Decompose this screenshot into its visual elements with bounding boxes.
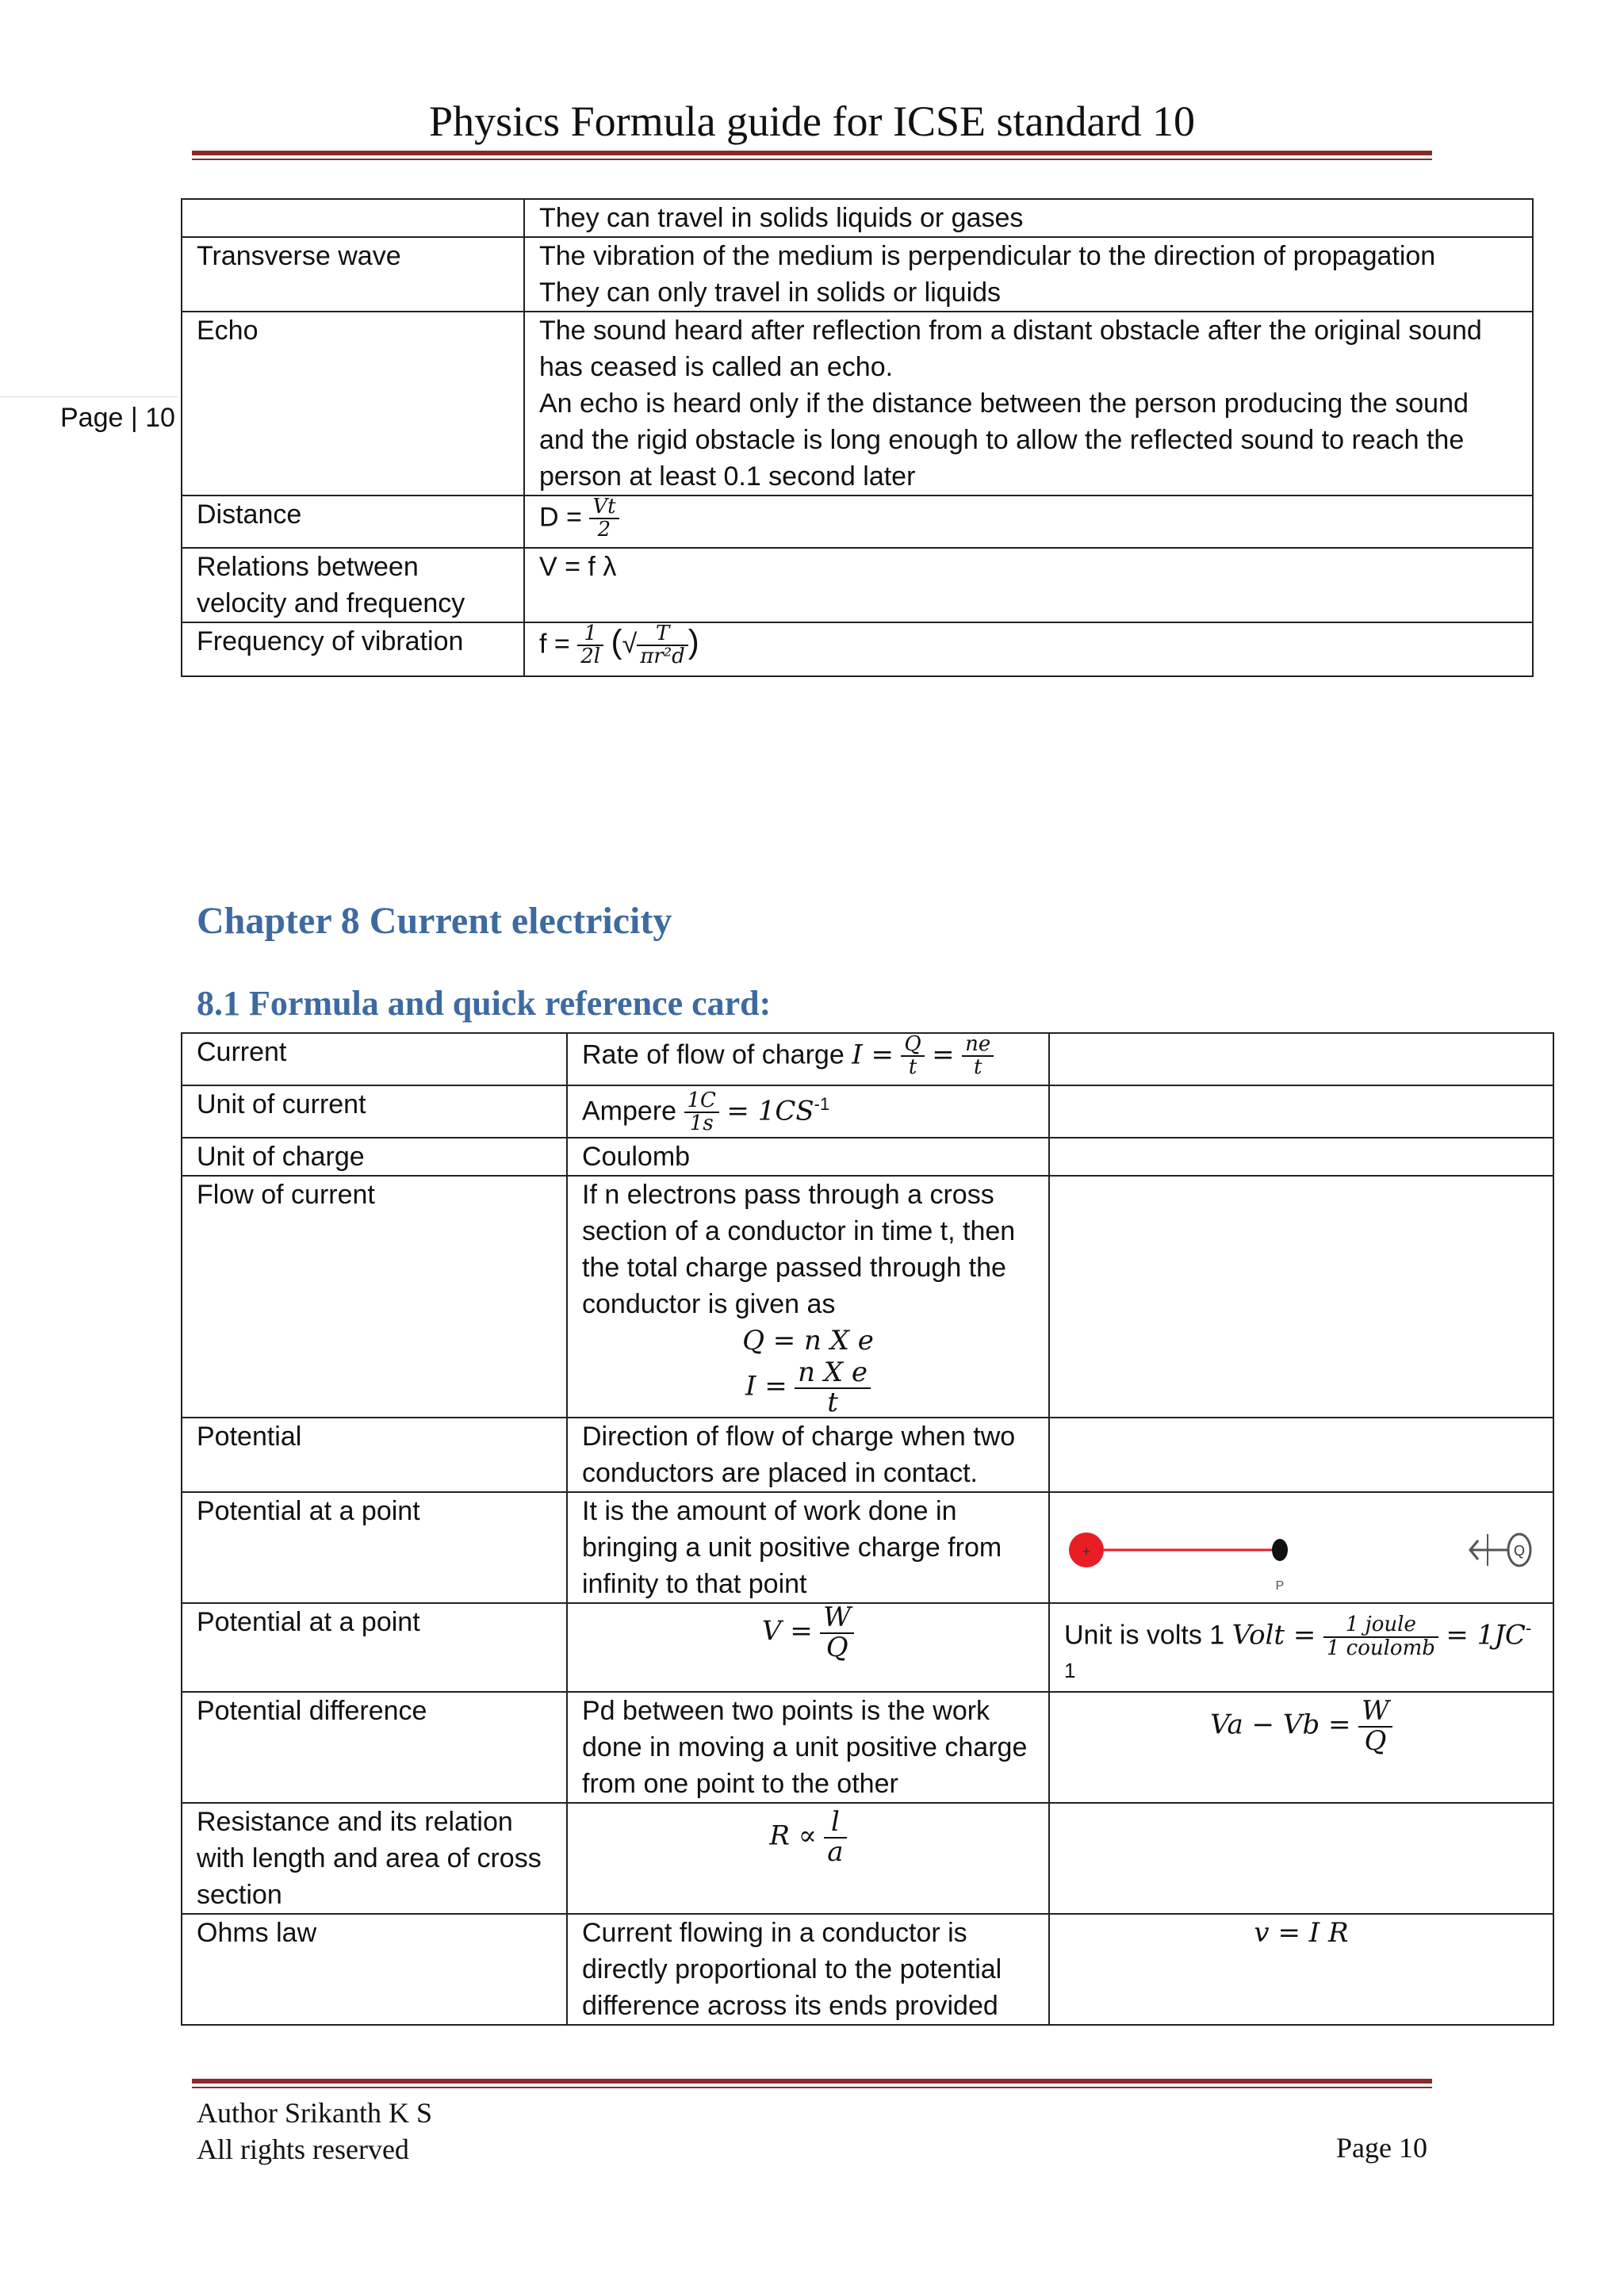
fraction-denominator: t [973,1055,982,1080]
table-cell: It is the amount of work done in bringing a unit positive charge from infinity to that point [567,1492,1049,1603]
table-cell: Potential [182,1418,567,1492]
table-row [182,1603,1553,1692]
table-cell: Echo [182,312,524,496]
current-fraction [795,1359,871,1417]
formula-prefix: D = [539,502,582,533]
fraction-denominator: πr²d [640,645,685,669]
volt-fraction [1323,1614,1438,1659]
test-charge-label: Q [1513,1543,1526,1559]
fraction-denominator: Q [1364,1725,1387,1758]
header-rule [192,151,1432,155]
table-cell [567,1033,1049,1085]
paren-close: ) [688,622,699,660]
table-row [182,1176,1553,1418]
fraction-denominator: 2 [597,518,611,542]
fraction-numerator: T [637,623,688,646]
side-divider [0,396,178,397]
table-cell [182,199,524,237]
fraction-numerator: W [820,1604,854,1634]
table-row [182,1138,1553,1176]
table-cell: Potential difference [182,1692,567,1803]
math-text: Volt = [1231,1619,1316,1651]
table-cell [524,622,1533,676]
ampere-fraction [684,1090,719,1135]
frequency-fraction [577,623,603,668]
point-p-label: P [1275,1579,1285,1594]
table-cell: Frequency of vibration [182,622,524,676]
fraction-denominator: 1 coulomb [1326,1636,1435,1660]
table-cell [1049,1085,1553,1138]
charge-fraction [901,1034,924,1079]
potential-diagram [1050,1493,1551,1601]
wave-table [181,198,1534,677]
fraction-denominator: Q [825,1632,848,1664]
fraction-denominator: a [827,1836,844,1869]
footer-rights: All rights reserved [197,2133,409,2165]
superscript: - [1525,1618,1532,1639]
fraction-numerator: 1 [577,623,603,646]
footer-author: Author Srikanth K S [197,2097,432,2129]
footer-author-block [197,2095,432,2168]
distance-fraction [589,496,619,541]
table-row [182,1692,1553,1803]
math-text: = [932,1039,955,1071]
table-cell [567,1603,1049,1692]
table-row [182,1492,1553,1603]
table-cell: v = I R [1049,1914,1553,2025]
table-cell: Potential at a point [182,1603,567,1692]
resistance-fraction [824,1806,846,1869]
table-cell [1049,1138,1553,1176]
table-cell: Current flowing in a conductor is directly proportional to the potential difference across its ends provided [567,1914,1049,2025]
table-cell [524,496,1533,548]
table-row [182,496,1533,548]
table-cell [1049,1492,1553,1603]
table-row [182,312,1533,496]
fraction-numerator: Q [901,1034,924,1057]
table-row [182,1914,1553,2025]
equation [1064,1610,1538,1659]
cell-text: Unit is volts 1 [1064,1620,1225,1651]
cell-line: The sound heard after reflection from a distant obstacle after the original sound has ceased is called an echo. [539,316,1482,382]
page-title: Physics Formula guide for ICSE standard 10 [429,98,1195,145]
math-text: I = [852,1039,894,1071]
cell-text: If n electrons pass through a cross section of a conductor in time t, then the total charge passed through the conductor is given as [582,1180,1016,1319]
table-cell: They can travel in solids liquids or gases [524,199,1533,237]
math-text: R ∝ [769,1820,817,1853]
table-cell: Distance [182,496,524,548]
fraction-numerator: ne [962,1034,994,1057]
cell-line: The vibration of the medium is perpendicular to the direction of propagation [539,241,1436,271]
cell-line: An echo is heard only if the distance between the person producing the sound and the rigid obstacle is long enough to allow the reflected sound to reach the person at least 0.1 second later [539,388,1469,492]
fraction-denominator: 1s [689,1112,714,1136]
equation [582,1359,1034,1417]
fraction-numerator: l [824,1808,846,1839]
math-text: I = [745,1370,787,1402]
table-cell: Ohms law [182,1914,567,2025]
table-cell [1049,1803,1553,1914]
fraction-numerator: 1C [684,1090,719,1113]
table-cell [524,237,1533,312]
table-cell: Unit of charge [182,1138,567,1176]
footer-rule [192,2079,1432,2084]
math-text: V = [761,1616,813,1648]
table-row [182,1085,1553,1138]
table-cell: Pd between two points is the work done in moving a unit positive charge from one point to the other [567,1692,1049,1803]
side-page-label: Page | 10 [60,403,175,433]
table-row [182,1418,1553,1492]
table-cell [1049,1033,1553,1085]
table-row [182,199,1533,237]
table-row [182,1033,1553,1085]
fraction-numerator: W [1358,1697,1392,1728]
math-text: = 1CS [726,1095,814,1127]
cell-line: They can only travel in solids or liquids [539,277,1002,308]
equation: Q = n X e [742,1325,874,1357]
paren-open: ( [611,622,622,660]
plus-label: + [1082,1544,1091,1560]
fraction-numerator: 1 joule [1323,1614,1438,1637]
formula-table [181,1032,1554,2026]
table-cell: Transverse wave [182,237,524,312]
sqrt-sign: √ [622,629,638,660]
table-cell: Resistance and its relation with length and area of cross section [182,1803,567,1914]
table-row [182,237,1533,312]
table-cell [567,1176,1049,1418]
table-cell: Potential at a point [182,1492,567,1603]
table-cell [1049,1176,1553,1418]
table-cell: Unit of current [182,1085,567,1138]
ne-fraction [962,1034,994,1079]
cell-text: Ampere [582,1096,677,1127]
footer-page-number: Page 10 [1336,2132,1427,2164]
table-cell: V = f λ [524,548,1533,622]
fraction-denominator: t [827,1386,838,1418]
formula-prefix: f = [539,629,570,660]
table-cell [1049,1603,1553,1692]
math-text: Va − Vb = [1210,1709,1351,1742]
fraction-denominator: 2l [580,645,601,669]
table-cell [567,1085,1049,1138]
fraction-denominator: t [908,1055,917,1080]
table-cell [567,1803,1049,1914]
header-rule-thin [192,159,1432,160]
pd-fraction [1358,1695,1392,1758]
cell-text: Rate of flow of charge [582,1039,845,1070]
superscript: -1 [814,1094,830,1114]
fraction-numerator: n X e [795,1359,871,1389]
sqrt-fraction [637,623,688,668]
table-cell [524,312,1533,496]
table-cell: Relations between velocity and frequency [182,548,524,622]
table-row [182,548,1533,622]
wrapped-exponent: 1 [1064,1659,1076,1683]
point-p-marker [1272,1539,1288,1561]
table-cell: Coulomb [567,1138,1049,1176]
chapter-title: Chapter 8 Current electricity [197,900,672,942]
fraction-numerator: Vt [589,496,619,519]
table-cell: Current [182,1033,567,1085]
table-cell: Flow of current [182,1176,567,1418]
math-text: = 1JC [1446,1619,1526,1651]
section-title: 8.1 Formula and quick reference card: [197,984,772,1023]
table-cell [1049,1418,1553,1492]
table-row [182,622,1533,676]
table-cell: Direction of flow of charge when two conductors are placed in contact. [567,1418,1049,1492]
table-row [182,1803,1553,1914]
table-cell [1049,1692,1553,1803]
footer-rule-thin [192,2087,1432,2088]
potential-fraction [820,1601,854,1664]
